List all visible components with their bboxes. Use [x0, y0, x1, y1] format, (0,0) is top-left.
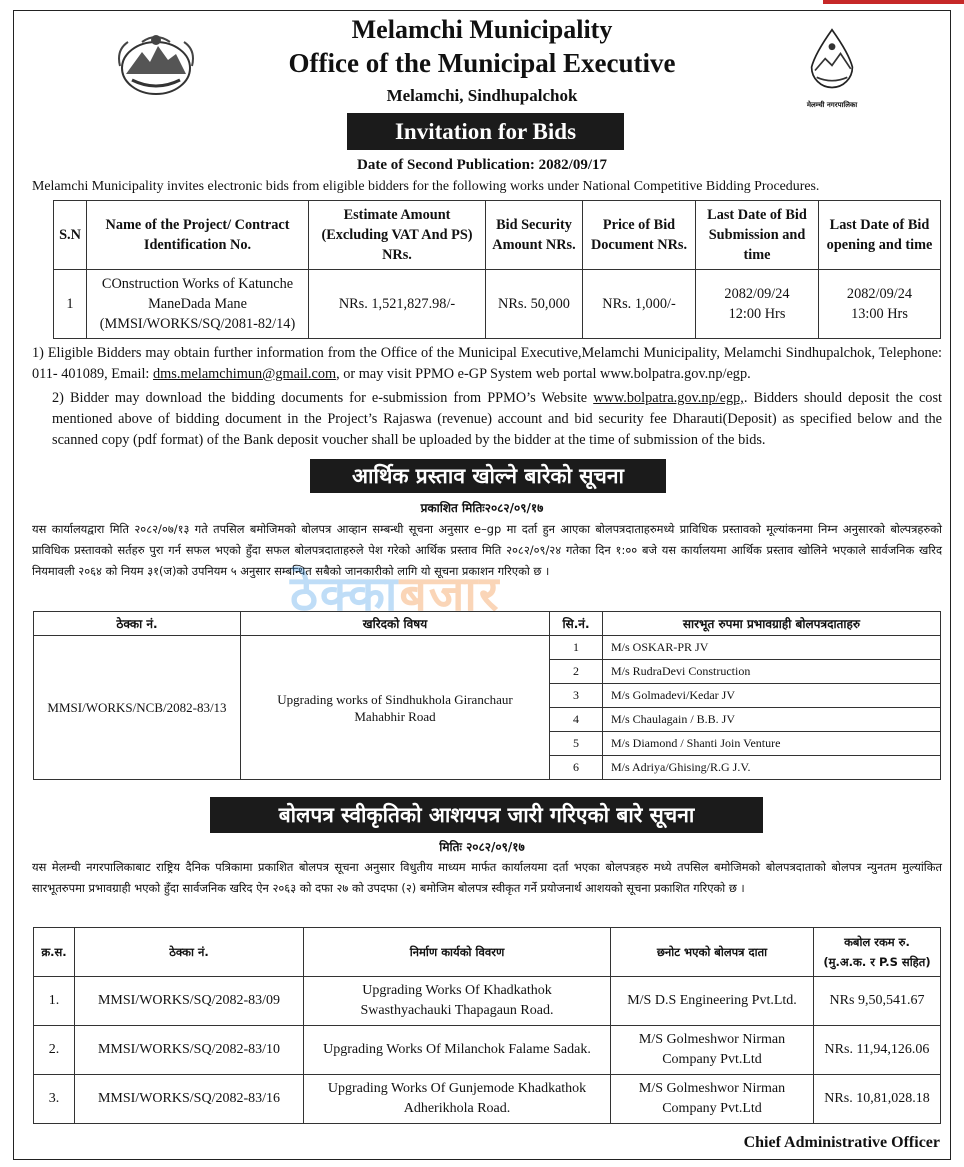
- publication-date: Date of Second Publication: 2082/09/17: [357, 157, 607, 173]
- row-sn: 1: [54, 270, 87, 339]
- row-amount: NRs. 10,81,028.18: [814, 1075, 941, 1124]
- note-1-text-end: , or may visit PPMO e-GP System web portal www.bolpatra.gov.np/egp.: [336, 366, 751, 382]
- bidder-sn: 6: [550, 756, 603, 780]
- logo-caption: मेलम्ची नगरपालिका: [806, 101, 858, 109]
- loi-paragraph: यस मेलम्ची नगरपालिकाबाट राष्ट्रिय दैनिक पत्रिकामा प्रकाशित बोलपत्र सूचना अनुसार विधुतीय माध्यम मार्फत कार्यालयमा दर्ता भएका बोलपत्रहरु मध्ये तपसिल बमोजिमको बोलपत्रदाताको बोलपत्र न्युनतम मुल्यांकित सारभूतरुपमा प्रभावग्राही भएको हुँदा सार्वजनिक खरिद ऐन २०६३ को दफा २७ को उपदफा (२) बमोजिम बोलपत्र स्वीकृत गर्ने प्रयोजनार्थ आशयको सूचना प्रकाशित गरिएको छ ।: [32, 860, 942, 895]
- row-opening: [819, 270, 941, 339]
- row-contract: MMSI/WORKS/SQ/2082-83/09: [75, 977, 304, 1026]
- row-description: [304, 1026, 611, 1075]
- opening-date: 2082/09/24: [846, 286, 913, 302]
- loi-date: मितिः २०८२/०९/१७: [439, 840, 525, 854]
- bid-table: [53, 200, 941, 339]
- col-subject: खरिदको विषय: [241, 612, 550, 636]
- table-row: [34, 1075, 941, 1124]
- office-name: Office of the Municipal Executive: [288, 48, 676, 78]
- submission-time: 12:00 Hrs: [728, 306, 786, 322]
- submission-date: 2082/09/24: [724, 286, 790, 302]
- loi-table-header: [34, 928, 941, 977]
- project-id: (MMSI/WORKS/SQ/2081-82/14): [99, 316, 296, 332]
- bidder-line: M/S Golmeshwor Nirman: [638, 1032, 786, 1047]
- subject-line: Upgrading works of Sindhukhola Giranchaur: [277, 691, 513, 707]
- col-sn: सि.नं.: [550, 612, 603, 636]
- row-project: [87, 270, 309, 339]
- bidder-name: M/s Golmadevi/Kedar JV: [603, 684, 941, 708]
- row-estimate: NRs. 1,521,827.98/-: [309, 270, 486, 339]
- bidder-sn: 5: [550, 732, 603, 756]
- row-description: [304, 1075, 611, 1124]
- bidder-name: M/s Diamond / Shanti Join Venture: [603, 732, 941, 756]
- financial-paragraph: यस कार्यालयद्वारा मिति २०८२/०७/१३ गते तपसिल बमोजिमको बोलपत्र आव्हान सम्बन्धी सूचना अनुसार e–gp मा दर्ता हुन आएका बोलपत्रदाताहरुमध्ये प्राविधिक प्रस्तावको मूल्यांकनमा निम्न अनुसारको बोल्पत्रहरुको प्राविधिक प्रस्तावको सर्तहरु पुरा गर्न सफल भएको हुँदा सफल बोलपत्रदाताहरुले पेश गरेको आर्थिक प्रस्ताव मिति २०८२/०९/२४ गतेका दिन १:०० बजे यस कार्यालयमा आर्थिक प्रस्ताव खोलिने भएकाले सार्वजनिक खरिद नियमावली २०६४ को नियम ३१(ज)को उपनियम ५ अनुसार सम्बन्धित सबैको जानकारीको लागि यो सूचना प्रकाशन गरिएको छ ।: [32, 522, 942, 578]
- col-amount: [814, 928, 941, 977]
- bid-table-header: [54, 201, 941, 270]
- col-project: Name of the Project/ Contract Identification No.: [87, 201, 309, 270]
- note-2-text: 2) Bidder may download the bidding documents for e-submission from PPMO’s Website: [52, 390, 594, 406]
- row-doc-price: NRs. 1,000/-: [583, 270, 696, 339]
- subject-cell: [241, 636, 550, 780]
- description-line: Adherikhola Road.: [403, 1101, 511, 1116]
- watermark-part-2: बजार: [399, 566, 501, 622]
- loi-banner: बोलपत्र स्वीकृतिको आशयपत्र जारी गरिएको बारे सूचना: [210, 797, 763, 833]
- contract-no-cell: MMSI/WORKS/NCB/2082-83/13: [34, 636, 241, 780]
- row-bidder: [611, 1075, 814, 1124]
- col-amount-note: (मु.अ.क. र P.S सहित): [823, 955, 931, 969]
- note-2-text-end: . Bidders should deposit the cost mentioned above of bidding document in the Project’s Rajaswa (revenue) account and bid security fee Dharauti(Deposit) as specified below and the scanned copy (pdf format) of the Bank deposit voucher shall be uploaded by the bidder at the time of submission of the bids.: [52, 390, 942, 448]
- location: Melamchi, Sindhupalchok: [386, 86, 578, 105]
- description-line: Upgrading Works Of Gunjemode Khadkathok: [327, 1081, 587, 1096]
- col-selected-bidder: छनोट भएको बोलपत्र दाता: [611, 928, 814, 977]
- row-bidder: [611, 1026, 814, 1075]
- bidder-sn: 3: [550, 684, 603, 708]
- watermark-part-1: ठेक्का: [290, 566, 400, 622]
- row-amount: NRs 9,50,541.67: [814, 977, 941, 1026]
- bolpatra-link[interactable]: www.bolpatra.gov.np/egp,: [593, 390, 744, 406]
- row-security: NRs. 50,000: [486, 270, 583, 339]
- bidder-sn: 4: [550, 708, 603, 732]
- description-line: Swasthyachauki Thapagaun Road.: [360, 1003, 554, 1018]
- col-estimate: Estimate Amount (Excluding VAT And PS) NRs.: [309, 201, 486, 270]
- row-bidder: [611, 977, 814, 1026]
- col-security: Bid Security Amount NRs.: [486, 201, 583, 270]
- note-2: [52, 388, 942, 451]
- row-contract: MMSI/WORKS/SQ/2082-83/16: [75, 1075, 304, 1124]
- description-line: Upgrading Works Of Milanchok Falame Sadak.: [323, 1042, 591, 1057]
- row-description: [304, 977, 611, 1026]
- bidder-line: Company Pvt.Ltd: [662, 1101, 762, 1116]
- col-submission: Last Date of Bid Submission and time: [696, 201, 819, 270]
- col-doc-price: Price of Bid Document NRs.: [583, 201, 696, 270]
- signature: Chief Administrative Officer: [743, 1134, 940, 1151]
- bidder-line: M/S Golmeshwor Nirman: [638, 1081, 786, 1096]
- col-opening: Last Date of Bid opening and time: [819, 201, 941, 270]
- loi-table: [33, 927, 941, 1124]
- bidder-name: M/s Adriya/Ghising/R.G J.V.: [603, 756, 941, 780]
- col-sn: क्र.स.: [34, 928, 75, 977]
- bidder-name: M/s RudraDevi Construction: [603, 660, 941, 684]
- financial-table: [33, 611, 941, 780]
- financial-table-header: [34, 612, 941, 636]
- top-accent-bar: [823, 0, 964, 4]
- row-contract: MMSI/WORKS/SQ/2082-83/10: [75, 1026, 304, 1075]
- opening-time: 13:00 Hrs: [851, 306, 908, 322]
- bidder-sn: 1: [550, 636, 603, 660]
- col-contract-no: ठेक्का नं.: [75, 928, 304, 977]
- table-row: [54, 270, 941, 339]
- note-1: [32, 343, 942, 385]
- row-sn: 1.: [34, 977, 75, 1026]
- bidder-name: M/s OSKAR-PR JV: [603, 636, 941, 660]
- bidder-sn: 2: [550, 660, 603, 684]
- email-link[interactable]: dms.melamchimun@gmail.com: [152, 366, 337, 382]
- description-line: Upgrading Works Of Khadkathok: [362, 983, 552, 998]
- org-name: Melamchi Municipality: [351, 15, 613, 44]
- financial-banner: आर्थिक प्रस्ताव खोल्ने बारेको सूचना: [310, 459, 666, 493]
- ifb-banner: Invitation for Bids: [347, 113, 624, 150]
- row-sn: 3.: [34, 1075, 75, 1124]
- bidder-name: M/s Chaulagain / B.B. JV: [603, 708, 941, 732]
- financial-date: प्रकाशित मितिः२०८२/०९/१७: [420, 501, 544, 515]
- col-bidders: सारभूत रुपमा प्रभावग्राही बोलपत्रदाताहरु: [603, 612, 941, 636]
- table-row: [34, 977, 941, 1026]
- note-1-text: 1) Eligible Bidders may obtain further information from the Office of the Municipal Executive,Melamchi Municipality, Melamchi Sindhupalchok, Telephone: 011- 401089, Email:: [32, 345, 942, 382]
- project-line: COnstruction Works of Katunche: [101, 276, 294, 292]
- subject-line: Mahabhir Road: [354, 708, 436, 724]
- bidder-line: Company Pvt.Ltd: [662, 1052, 762, 1067]
- ifb-intro: Melamchi Municipality invites electronic bids from eligible bidders for the following works under National Competitive Bidding Procedures.: [32, 179, 820, 194]
- row-submission: [696, 270, 819, 339]
- col-contract-no: ठेक्का नं.: [34, 612, 241, 636]
- bidder-line: M/S D.S Engineering Pvt.Ltd.: [627, 993, 797, 1008]
- table-row: [34, 636, 941, 660]
- row-sn: 2.: [34, 1026, 75, 1075]
- project-line: ManeDada Mane: [148, 296, 247, 312]
- row-amount: NRs. 11,94,126.06: [814, 1026, 941, 1075]
- col-work-description: निर्माण कार्यको विवरण: [304, 928, 611, 977]
- col-sn: S.N: [54, 201, 87, 270]
- col-amount-label: कबोल रकम रु.: [844, 935, 910, 949]
- table-row: [34, 1026, 941, 1075]
